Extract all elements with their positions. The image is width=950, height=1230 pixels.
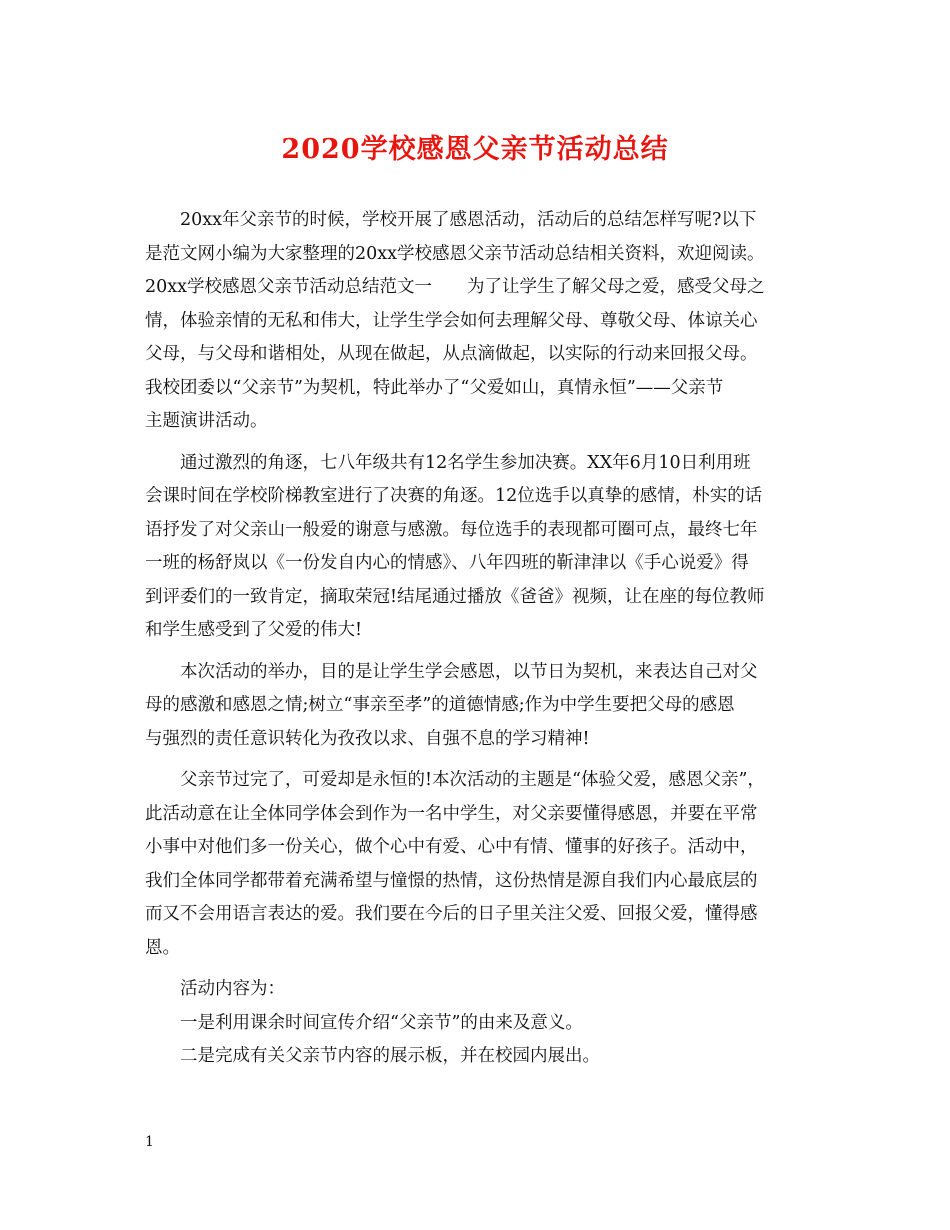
text-line: 恩。 (145, 937, 180, 958)
paragraph (145, 1007, 810, 1041)
text-line: 一班的杨舒岚以《一份发自内心的情感》、八年四班的靳津津以《手心说爱》得 (145, 553, 749, 573)
text-line: 母的感激和感恩之情;树立“事亲至孝”的道德情感;作为中学生要把父母的感恩 (145, 695, 735, 715)
paragraph (145, 973, 810, 1007)
text-line: 父母，与父母和谐相处，从现在做起，从点滴做起，以实际的行动来回报父母。 (145, 344, 758, 364)
text-line: 20xx学校感恩父亲节活动总结范文一 为了让学生了解父母之爱，感受父母之 (145, 277, 765, 297)
text-line: 20xx年父亲节的时候，学校开展了感恩活动，活动后的总结怎样写呢?以下 (145, 210, 757, 230)
text-line: 活动内容为： (145, 979, 285, 999)
text-line: 一是利用课余时间宣传介绍“父亲节”的由来及意义。 (145, 1012, 583, 1033)
paragraph (145, 204, 810, 439)
text-line: 我们全体同学都带着充满希望与憧憬的热情，这份热情是源自我们内心最底层的 (145, 870, 758, 891)
paragraph (145, 1040, 810, 1074)
text-line: 此活动意在让全体同学体会到作为一名中学生，对父亲要懂得感恩，并要在平常 (145, 803, 758, 824)
text-line: 父亲节过完了，可爱却是永恒的!本次活动的主题是“体验父爱，感恩父亲”， (145, 770, 765, 790)
paragraph (145, 656, 810, 757)
text-line: 情，体验亲情的无私和伟大，让学生学会如何去理解父母、尊敬父母、体谅关心 (145, 310, 758, 331)
text-line: 本次活动的举办，目的是让学生学会感恩，以节日为契机，来表达自己对父 (145, 661, 758, 682)
text-line: 和学生感受到了父爱的伟大! (145, 620, 363, 640)
text-line: 语抒发了对父亲山一般爱的谢意与感激。每位选手的表现都可圈可点，最终七年 (145, 519, 758, 540)
text-line: 而又不会用语言表达的爱。我们要在今后的日子里关注父爱、回报父爱，懂得感 (145, 904, 758, 924)
paragraph (145, 764, 810, 965)
text-line: 与强烈的责任意识转化为孜孜以求、自强不息的学习精神! (145, 728, 590, 749)
text-line: 小事中对他们多一份关心，做个心中有爱、心中有情、懂事的好孩子。活动中， (145, 837, 758, 857)
text-line: 通过激烈的角逐，七八年级共有12名学生参加决赛。XX年6月10日利用班 (145, 452, 751, 473)
page-number: 1 (145, 1134, 154, 1150)
document-body (145, 204, 810, 1074)
text-line: 我校团委以“父亲节”为契机，特此举办了“父爱如山，真情永恒”——父亲节 (145, 377, 724, 398)
text-line: 二是完成有关父亲节内容的展示板，并在校园内展出。 (145, 1046, 600, 1066)
page-title: 2020学校感恩父亲节活动总结 (281, 134, 669, 165)
text-line: 到评委们的一致肯定，摘取荣冠!结尾通过播放《爸爸》视频，让在座的每位教师 (145, 586, 765, 607)
text-line: 是范文网小编为大家整理的20xx学校感恩父亲节活动总结相关资料，欢迎阅读。 (145, 243, 765, 264)
text-line: 主题演讲活动。 (145, 411, 268, 431)
text-line: 会课时间在学校阶梯教室进行了决赛的角逐。12位选手以真挚的感情，朴实的话 (145, 486, 763, 506)
paragraph (145, 447, 810, 648)
